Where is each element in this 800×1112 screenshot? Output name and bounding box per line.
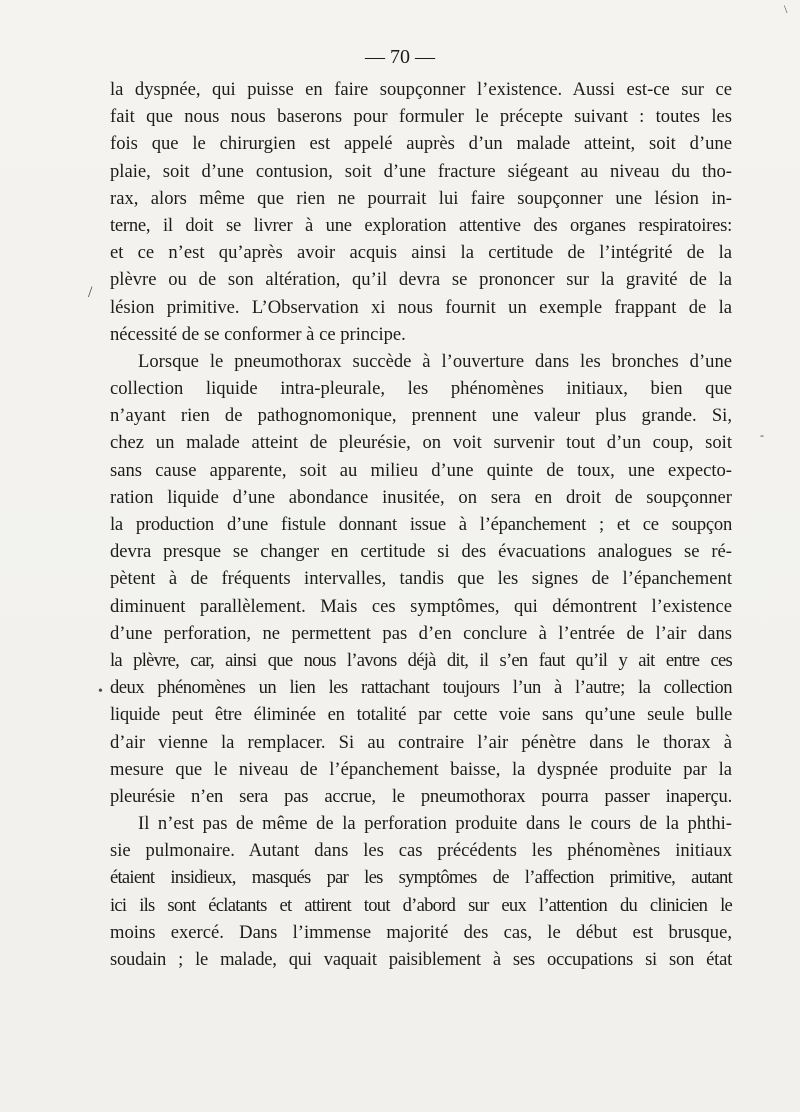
text-line: nécessité de se conformer à ce principe. <box>110 323 406 345</box>
text-line: la dyspnée, qui puisse en faire soupçonner l’existence. Aussi est-ce sur ce <box>110 79 732 100</box>
scan-speck: - <box>760 428 764 442</box>
text-line: moins exercé. Dans l’immense majorité des cas, le début est brusque, <box>110 921 732 943</box>
text-line: Lorsque le pneumothorax succède à l’ouverture dans les bronches d’une <box>138 350 732 372</box>
text-line: ici ils sont éclatants et attirent tout d’abord sur eux l’attention du clinicien le <box>110 894 732 916</box>
text-line: liquide peut être éliminée en totalité par cette voie sans qu’une seule bulle <box>110 704 732 726</box>
text-line: n’ayant rien de pathognomonique, prennent une valeur plus grande. Si, <box>110 405 732 427</box>
text-line: étaient insidieux, masqués par les symptômes de l’affection primitive, autant <box>110 867 732 889</box>
page-number: — 70 — <box>365 46 435 68</box>
text-line: sans cause apparente, soit au milieu d’une quinte de toux, une expecto- <box>110 459 732 481</box>
text-line: et ce n’est qu’après avoir acquis ainsi la certitude de l’intégrité de la <box>110 242 732 264</box>
text-line: la plèvre, car, ainsi que nous l’avons déjà dit, il s’en faut qu’il y ait entre ces <box>110 649 732 671</box>
text-line: rax, alors même que rien ne pourrait lui faire soupçonner une lésion in- <box>110 187 732 209</box>
text-line: fait que nous nous baserons pour formuler le précepte suivant : toutes les <box>110 106 732 128</box>
text-line: d’une perforation, ne permettent pas d’en conclure à l’entrée de l’air dans <box>110 622 732 644</box>
text-line: fois que le chirurgien est appelé auprès d’un malade atteint, soit d’une <box>110 133 732 155</box>
text-line: diminuent parallèlement. Mais ces symptômes, qui démontrent l’existence <box>110 595 732 617</box>
scan-speck: / <box>88 284 93 301</box>
text-line: ration liquide d’une abondance inusitée, on sera en droit de soupçonner <box>110 486 732 508</box>
text-line: lésion primitive. L’Observation xi nous fournit un exemple frappant de la <box>110 296 732 318</box>
text-line: soudain ; le malade, qui vaquait paisiblement à ses occupations si son état <box>110 949 732 970</box>
scan-speck: • <box>98 684 103 699</box>
body-text <box>110 76 732 973</box>
text-line: devra presque se changer en certitude si des évacuations analogues se ré- <box>110 541 732 563</box>
text-line: terne, il doit se livrer à une exploration attentive des organes respiratoires: <box>110 214 732 236</box>
text-line: la production d’une fistule donnant issue à l’épanchement ; et ce soupçon <box>110 514 732 535</box>
text-line: sie pulmonaire. Autant dans les cas précédents les phénomènes initiaux <box>110 840 732 862</box>
text-line: collection liquide intra-pleurale, les phénomènes initiaux, bien que <box>110 378 732 400</box>
text-line: plèvre ou de son altération, qu’il devra se prononcer sur la gravité de la <box>110 269 732 291</box>
text-line: chez un malade atteint de pleurésie, on voit survenir tout d’un coup, soit <box>110 432 732 454</box>
text-line: mesure que le niveau de l’épanchement baisse, la dyspnée produite par la <box>110 758 732 780</box>
text-line: d’air vienne la remplacer. Si au contraire l’air pénètre dans le thorax à <box>110 731 732 753</box>
text-line: deux phénomènes un lien les rattachant toujours l’un à l’autre; la collection <box>110 677 732 699</box>
text-line: plaie, soit d’une contusion, soit d’une fracture siégeant au niveau du tho- <box>110 160 732 182</box>
text-line: pleurésie n’en sera pas accrue, le pneumothorax pourra passer inaperçu. <box>110 785 732 807</box>
text-line: pètent à de fréquents intervalles, tandis que les signes de l’épanchement <box>110 568 732 590</box>
text-line: Il n’est pas de même de la perforation produite dans le cours de la phthi- <box>138 813 732 835</box>
scan-speck: \ <box>784 2 788 16</box>
